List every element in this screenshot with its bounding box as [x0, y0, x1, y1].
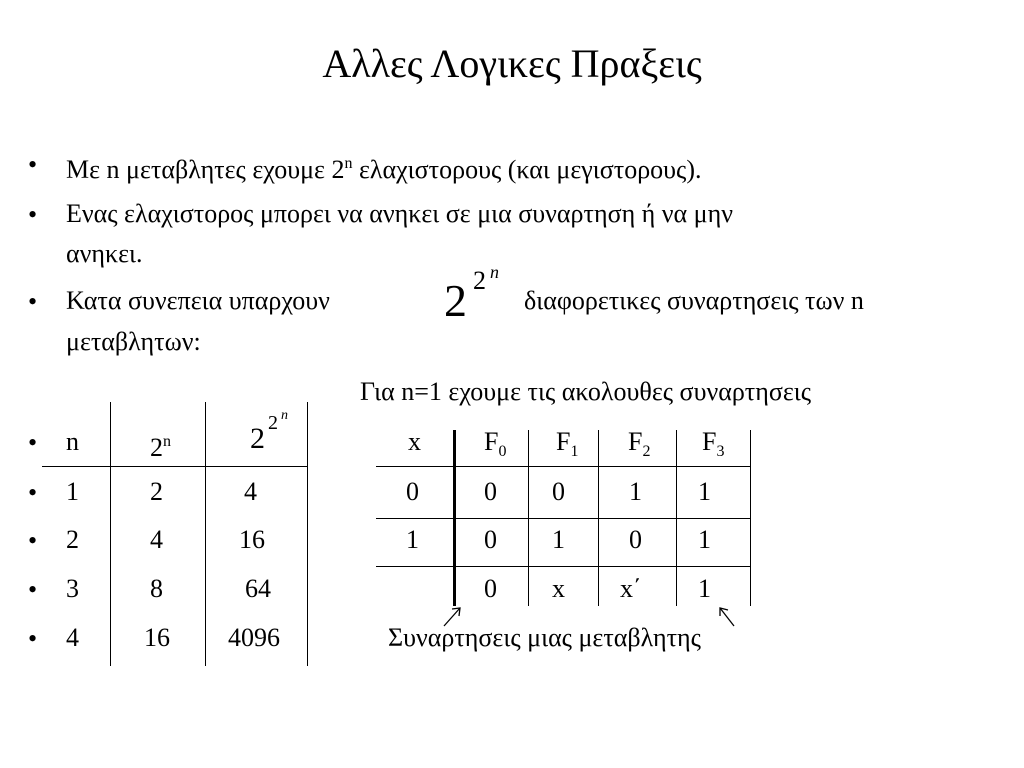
- cell-n: 3: [66, 574, 79, 603]
- slide-title: Αλλες Λογικες Πραξεις: [322, 41, 702, 86]
- header-x: x: [408, 427, 421, 456]
- bullet-dot: •: [28, 624, 38, 653]
- header-f2-sub: 2: [642, 443, 651, 461]
- header-f3-sub: 3: [716, 443, 725, 461]
- header-double-power-exp-base: 2: [268, 412, 278, 434]
- footnote: Συναρτησεις μιας μεταβλητης: [388, 623, 701, 652]
- bullet-2-line1: Ενας ελαχιστορος μπορει να ανηκει σε μια συναρτηση ή να μην: [66, 199, 733, 228]
- header-f0: [484, 426, 506, 468]
- cell-f3: 1: [698, 525, 711, 554]
- bullet-1-text: Με n μεταβλητες εχουμε 2: [66, 155, 345, 184]
- header-power-base: 2: [150, 433, 163, 462]
- cell-f3: 1: [698, 477, 711, 506]
- header-double-power-exp-exp: n: [281, 408, 288, 423]
- bullet-2-line2: ανηκει.: [66, 239, 143, 268]
- bullet-dot: •: [28, 428, 38, 457]
- header-power-exp: n: [163, 433, 171, 450]
- cell-f0-function: 0: [484, 574, 497, 603]
- bullet-dot: •: [28, 200, 38, 229]
- bullet-3-text: Κατα συνεπεια υπαρχουν: [66, 286, 330, 315]
- table-divider: [205, 402, 206, 666]
- table-divider: [110, 402, 111, 666]
- bullet-dot: •: [28, 150, 38, 179]
- cell-f1: 1: [552, 525, 565, 554]
- cell-f2: 1: [629, 477, 642, 506]
- table-divider: [598, 430, 599, 606]
- formula-exp-exp: n: [490, 262, 499, 282]
- cell-f0: 0: [484, 477, 497, 506]
- header-power: [150, 426, 171, 464]
- cell-double-power: 64: [245, 574, 271, 603]
- cell-f1: 0: [552, 477, 565, 506]
- table-divider-bold: [453, 430, 456, 606]
- header-f1-sub: 1: [570, 443, 579, 461]
- table-divider: [750, 430, 751, 606]
- header-f3: [702, 426, 724, 468]
- cell-x: 1: [406, 525, 419, 554]
- cell-x: 0: [406, 477, 419, 506]
- bullet-1-text-end: ελαχιστορους (και μεγιστορους).: [352, 155, 702, 184]
- header-f2: [628, 426, 650, 468]
- table-row-rule: [376, 518, 750, 519]
- double-power-formula: [444, 274, 467, 327]
- table-caption: Για n=1 εχουμε τις ακολουθες συναρτησεις: [360, 377, 812, 406]
- cell-double-power: 16: [239, 525, 265, 554]
- cell-n: 4: [66, 623, 79, 652]
- cell-f0: 0: [484, 525, 497, 554]
- header-n: n: [66, 427, 79, 456]
- formula-base: 2: [444, 275, 467, 326]
- cell-f2-function: x΄: [620, 574, 642, 603]
- bullet-dot: •: [28, 287, 38, 316]
- header-double-power-base: 2: [250, 422, 265, 455]
- table-row-rule: [376, 566, 750, 567]
- header-f3-letter: F: [702, 427, 717, 456]
- cell-power: 2: [150, 477, 163, 506]
- header-f0-letter: F: [484, 427, 499, 456]
- cell-n: 1: [66, 477, 79, 506]
- cell-double-power: 4096: [228, 623, 280, 652]
- bullet-1: [66, 148, 702, 186]
- bullet-3-text-end: διαφορετικες συναρτησεις των n: [524, 286, 864, 315]
- cell-f1-function: x: [552, 574, 565, 603]
- cell-power: 16: [144, 623, 170, 652]
- header-f2-letter: F: [628, 427, 643, 456]
- cell-n: 2: [66, 525, 79, 554]
- formula-exp-base: 2: [473, 266, 486, 295]
- arrow-to-f3: [720, 608, 734, 626]
- cell-power: 4: [150, 525, 163, 554]
- cell-f2: 0: [629, 525, 642, 554]
- bullet-1-sup: n: [344, 155, 353, 172]
- cell-f3-function: 1: [698, 574, 711, 603]
- header-f1-letter: F: [556, 427, 571, 456]
- table-divider: [676, 430, 677, 606]
- table-divider: [528, 430, 529, 606]
- cell-double-power: 4: [244, 477, 257, 506]
- bullet-dot: •: [28, 478, 38, 507]
- bullet-dot: •: [28, 575, 38, 604]
- header-f0-sub: 0: [498, 443, 507, 461]
- cell-power: 8: [150, 574, 163, 603]
- bullet-3-line2: μεταβλητων:: [66, 327, 201, 356]
- bullet-dot: •: [28, 526, 38, 555]
- table-header-rule: [42, 466, 308, 467]
- table-divider: [307, 402, 308, 666]
- header-f1: [556, 426, 578, 468]
